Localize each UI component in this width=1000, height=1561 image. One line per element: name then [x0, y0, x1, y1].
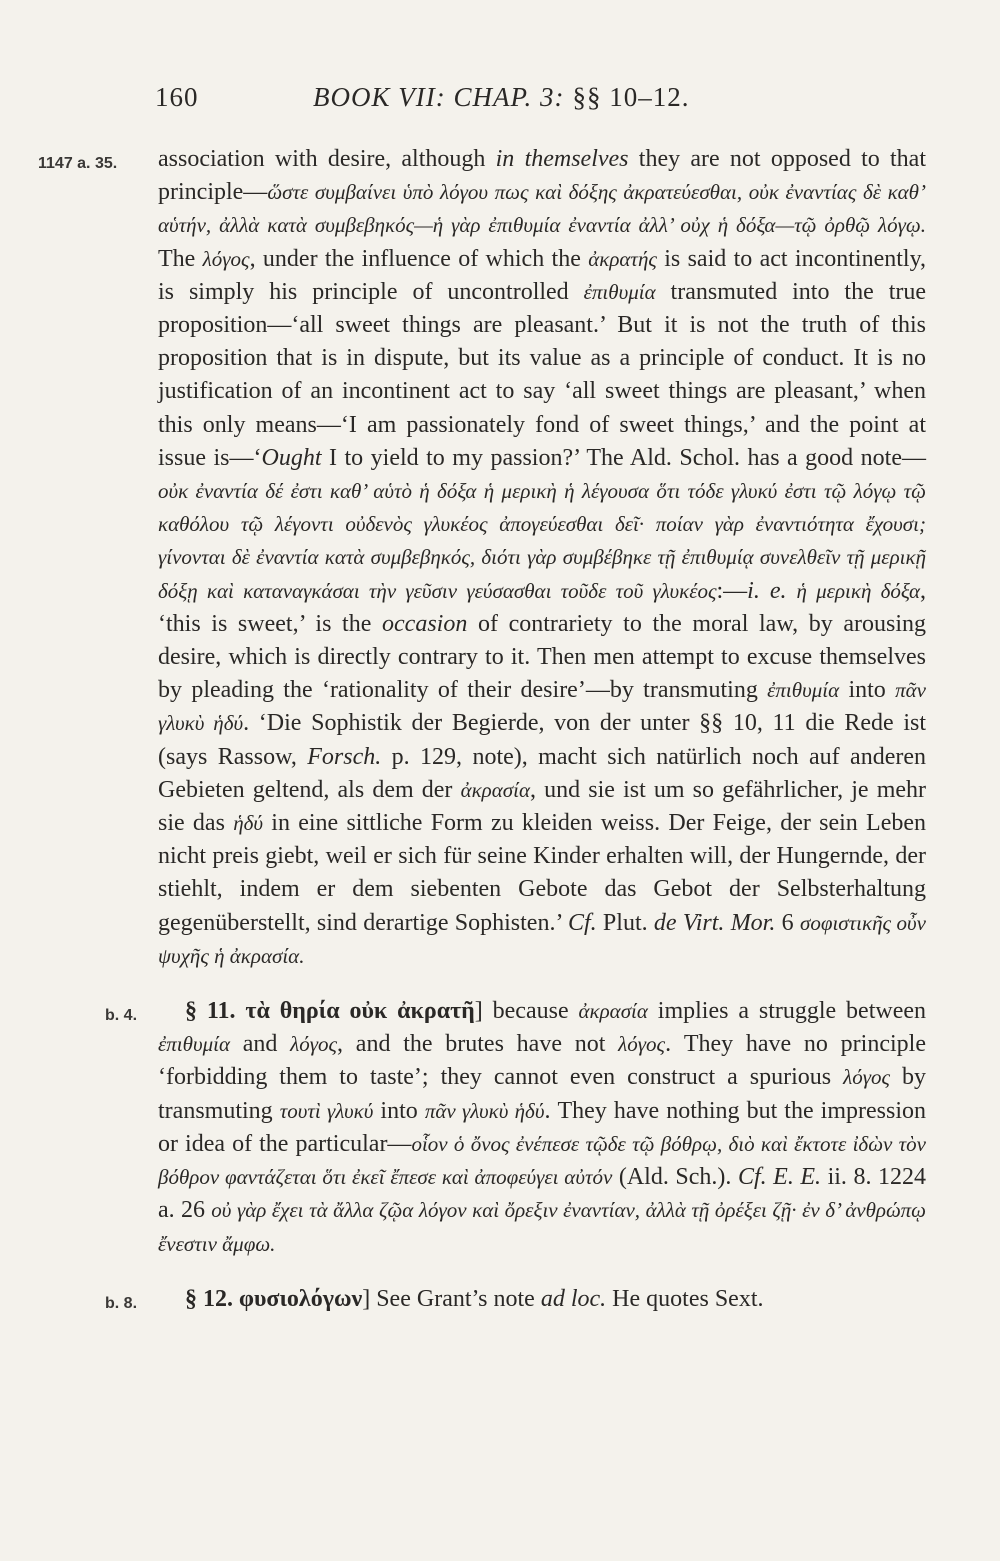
text-run: . They have nothing but the impression or idea of the particular—	[158, 1097, 926, 1157]
text-run: and	[229, 1031, 291, 1058]
text-run: is said to act incontinently, is simply his principle of uncontrolled	[158, 245, 927, 305]
greek-quotation: οὐκ ἐναντία δέ ἐστι καθ’ αὑτὸ ἡ δόξα ἡ μερικὴ ἡ λέγουσα ὅτι τόδε γλυκύ ἐστι τῷ λόγῳ τῷ καθόλου τῷ λέγοντι οὐδενὸς γλυκέος ἀπογεύεσθαι δεῖ· ποίαν γὰρ ἐναντιότητα ἔχουσι; γίνονται δὲ ἐναντία κατὰ συμβεβηκός, διότι γὰρ συμβέβηκε τῇ ἐπιθυμίᾳ συνελθεῖν τῇ μερικῇ δόξῃ καὶ καταναγκάσαι τὴν γεῦσιν γεύσασθαι τοῦδε τοῦ γλυκέος	[158, 479, 926, 603]
text-run: , ‘this is sweet,’ is the	[158, 577, 926, 637]
greek-quotation: λόγος	[618, 1032, 666, 1057]
text-run: . They have no principle ‘forbidding them to taste’; they cannot even construct a spurious	[158, 1031, 926, 1091]
text-run: He quotes Sext.	[606, 1285, 764, 1312]
greek-quotation: ἡ μερικὴ δόξα	[796, 578, 920, 603]
paragraph-content	[158, 998, 926, 1256]
marginal-reference: b. 4.	[105, 1007, 138, 1025]
greek-quotation: ὥστε συμβαίνει ὑπὸ λόγου πως καὶ δόξης ἀκρατεύεσθαι, οὐκ ἐναντίας δὲ καθ’ αὑτήν, ἀλλὰ κατὰ συμβεβηκός—ἡ γὰρ ἐπιθυμία ἐναντία ἀλλ’ οὐχ ἡ δόξα—τῷ ὀρθῷ λόγῳ.	[158, 180, 926, 238]
greek-quotation: λόγος	[202, 246, 250, 271]
text-run: p. 129, note), macht sich natürlich noch auf anderen Gebieten geltend, als dem der	[158, 743, 927, 803]
text-run: association with desire, although	[158, 146, 496, 172]
greek-quotation: λόγος	[290, 1032, 338, 1057]
text-run: , und sie ist um so gefährlicher, je mehr sie das	[158, 776, 927, 837]
text-run: I to yield to my passion?’ The Ald. Schol. has a good note—	[321, 444, 926, 471]
greek-quotation: λόγος	[843, 1065, 891, 1090]
greek-quotation: πᾶν γλυκὺ ἡδύ	[158, 678, 926, 736]
greek-quotation: ἐπιθυμία	[583, 279, 656, 304]
text-run: 6	[775, 909, 800, 936]
lemma-heading: § 11. τὰ θηρία οὐκ ἀκρατῆ	[185, 998, 475, 1025]
commentary-body	[38, 143, 927, 1316]
greek-quotation: ἀκρασία	[578, 999, 648, 1024]
text-run: ] See Grant’s note	[362, 1285, 541, 1312]
marginal-reference: b. 8.	[105, 1294, 138, 1312]
text-run: of contrariety to the moral law, by arousing desire, which is directly contrary to it. Then men attempt to excuse themselves by pleading the ‘rationality of their desire’—by transmuting	[158, 610, 927, 704]
italic-text: ad loc.	[540, 1285, 607, 1312]
italic-text: i. e.	[747, 577, 787, 604]
greek-quotation: ἀκρασία	[460, 777, 530, 802]
paragraph-content	[158, 146, 926, 969]
greek-quotation: οἷον ὁ ὄνος ἐνέπεσε τῷδε τῷ βόθρῳ, διὸ καὶ ἔκτοτε ἰδὼν τὸν βόθρον φαντάζεται ὅτι ἐκεῖ ἔπεσε καὶ ἀποφεύγει αὐτόν	[158, 1131, 926, 1190]
text-run	[786, 578, 796, 604]
greek-quotation: σοφιστικῆς οὖν ψυχῆς ἡ ἀκρασία.	[158, 910, 927, 968]
italic-text: Forsch.	[307, 743, 382, 770]
italic-text: occasion	[382, 610, 468, 637]
italic-text: Ought	[261, 444, 322, 471]
greek-quotation: ἡδύ	[233, 811, 264, 836]
running-header	[155, 82, 785, 122]
text-run: ] because	[474, 998, 579, 1025]
text-run: they are not opposed to that principle—	[158, 146, 927, 206]
section-reference: §§ 10–12.	[572, 82, 690, 112]
italic-text: Cf.	[567, 909, 597, 936]
text-run: by transmuting	[158, 1064, 927, 1124]
greek-quotation: πᾶν γλυκὺ ἡδύ	[424, 1098, 545, 1123]
greek-quotation: ἐπιθυμία	[767, 678, 840, 703]
text-run: The	[158, 245, 203, 272]
text-run: ii. 8. 1224 a. 26	[158, 1164, 927, 1224]
greek-quotation: οὐ γὰρ ἔχει τὰ ἄλλα ζῷα λόγον καὶ ὄρεξιν ἐναντίαν, ἀλλὰ τῇ ὀρέξει ζῇ· ἐν δ’ ἀνθρώπῳ ἔνεστιν ἄμφω.	[158, 1198, 926, 1256]
greek-quotation: τουτὶ γλυκύ	[279, 1098, 374, 1123]
text-run: into	[839, 677, 896, 704]
text-run: Plut.	[596, 909, 654, 936]
text-run: (Ald. Sch.).	[612, 1164, 738, 1191]
paragraph-content	[185, 1286, 763, 1312]
page-number: 160	[155, 82, 199, 112]
paragraph	[105, 1283, 926, 1316]
italic-text: Cf. E. E.	[737, 1164, 822, 1191]
text-run: . ‘Die Sophistik der Begierde, von der unter §§ 10, 11 die Rede ist (says Rassow,	[158, 710, 926, 770]
text-run: :—	[716, 577, 748, 604]
marginal-reference: 1147 a. 35.	[38, 155, 118, 172]
paragraph	[105, 995, 927, 1261]
greek-quotation: ἐπιθυμία	[158, 1032, 230, 1057]
italic-text: de Virt. Mor.	[653, 909, 776, 936]
text-run: into	[373, 1097, 425, 1124]
text-run: , under the influence of which the	[249, 245, 589, 272]
running-title-text: BOOK VII: CHAP. 3:	[313, 82, 565, 112]
text-run: in eine sittliche Form zu kleiden weiss. Der Feige, der sein Leben nicht preis giebt, weil er sich für seine Kinder erhalten will, der Hungernde, der stiehlt, indem er dem siebenten Gebote das Gebot der Selbsterhaltung gegenüberstellt, sind derartige Sophisten.’	[158, 810, 927, 936]
lemma-heading: § 12. φυσιολόγων	[185, 1285, 363, 1312]
text-run: , and the brutes have not	[337, 1031, 619, 1058]
running-title	[313, 82, 689, 113]
greek-quotation: ἀκρατής	[588, 246, 657, 271]
text-run: implies a struggle between	[647, 998, 926, 1025]
paragraph	[38, 143, 927, 973]
text-run: transmuted into the true proposition—‘all sweet things are pleasant.’ But it is not the truth of this proposition that is in dispute, but its value as a principle of conduct. It is no justification of an incontinent act to say ‘all sweet things are pleasant,’ when this only means—‘I am passionately fond of sweet things,’ and the point at issue is—‘	[158, 278, 926, 471]
italic-text: in themselves	[495, 146, 629, 172]
